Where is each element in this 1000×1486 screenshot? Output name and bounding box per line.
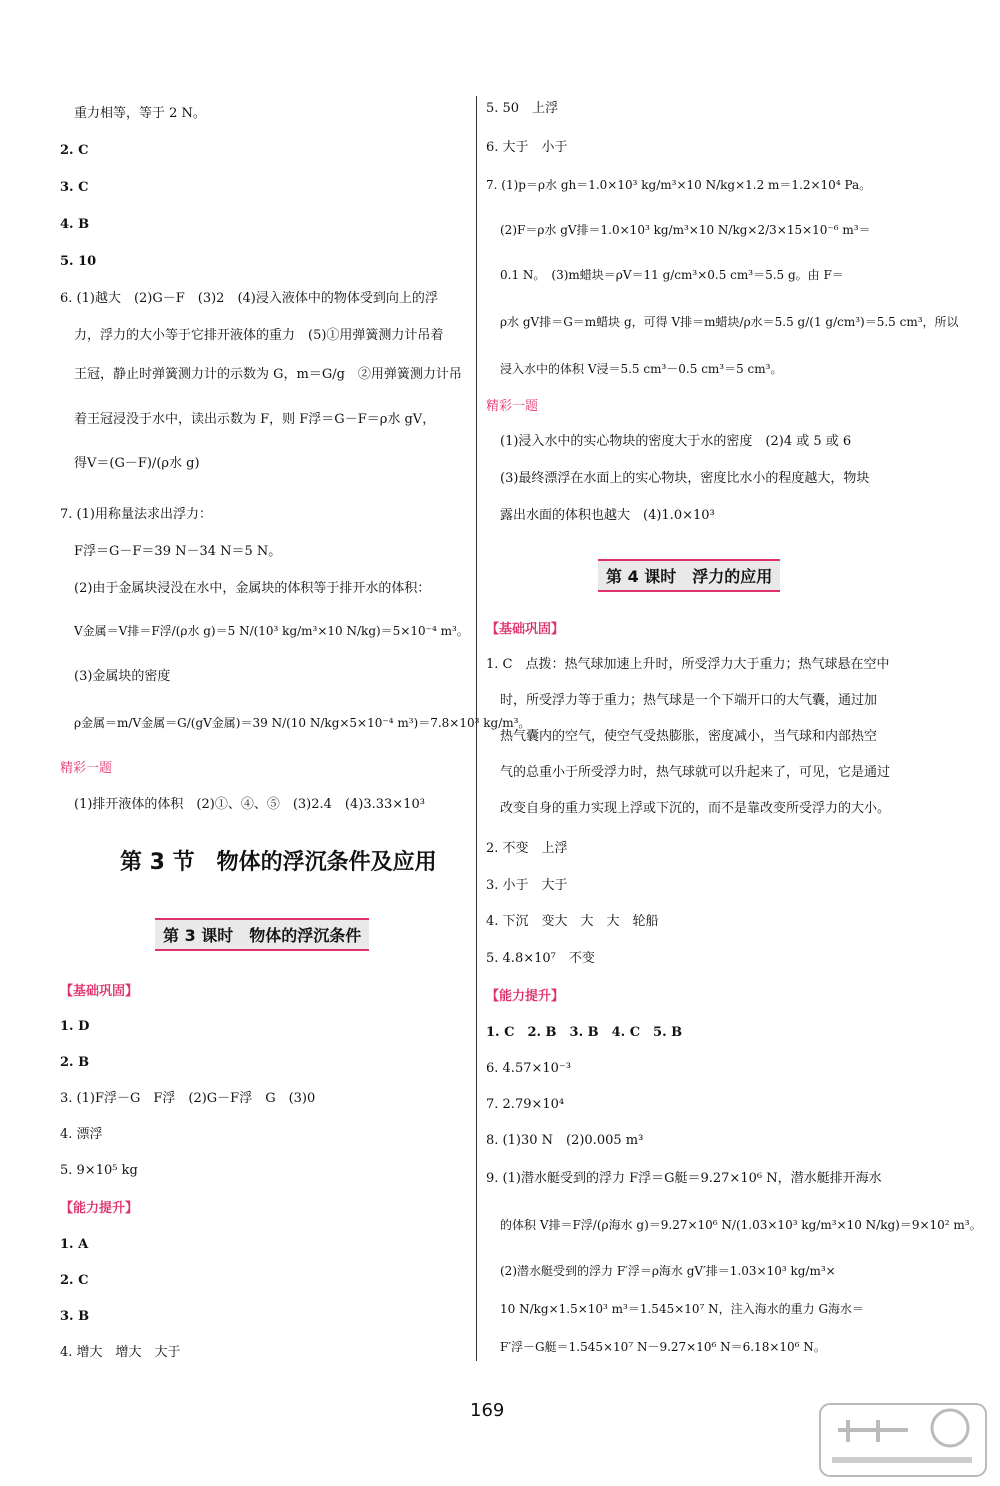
answer-line: 6. (1)越大 (2)G－F (3)2 (4)浸入液体中的物体受到向上的浮 bbox=[60, 291, 438, 306]
highlight-label: 精彩一题 bbox=[486, 399, 539, 414]
formula-line: ρ金属＝m/V金属＝G/(gV金属)＝39 N/(10 N/kg×5×10⁻⁴ m³)＝7.8×10³ kg/m³。 bbox=[74, 716, 531, 730]
answer-line: 2. C bbox=[60, 143, 89, 158]
text-line: 改变自身的重力实现上浮或下沉的，而不是靠改变所受浮力的大小。 bbox=[500, 801, 891, 816]
answer-line: 5. 50 上浮 bbox=[486, 101, 559, 116]
answer-line: 1. C 2. B 3. B 4. C 5. B bbox=[486, 1025, 683, 1040]
formula-line: 10 N/kg×1.5×10³ m³＝1.545×10⁷ N，注入海水的重力 G海水＝ bbox=[500, 1302, 865, 1316]
section-tag: 【能力提升】 bbox=[486, 989, 565, 1004]
formula-line: (2)F＝ρ水 gV排＝1.0×10³ kg/m³×10 N/kg×2/3×15×10⁻⁶ m³＝ bbox=[500, 223, 871, 237]
answer-line: 1. C 点拨：热气球加速上升时，所受浮力大于重力；热气球悬在空中 bbox=[486, 657, 890, 672]
answer-line: 7. (1)p＝ρ水 gh＝1.0×10³ kg/m³×10 N/kg×1.2 m＝1.2×10⁴ Pa。 bbox=[486, 178, 872, 192]
text-line: 时，所受浮力等于重力；热气球是一个下端开口的大气囊，通过加 bbox=[500, 693, 878, 708]
text-line: (1)排开液体的体积 (2)①、④、⑤ (3)2.4 (4)3.33×10³ bbox=[74, 797, 425, 812]
text-line: 热气囊内的空气，使空气受热膨胀，密度减小，当气球和内部热空 bbox=[500, 729, 878, 744]
answer-line: 6. 4.57×10⁻³ bbox=[486, 1061, 571, 1076]
answer-line: 1. A bbox=[60, 1237, 89, 1252]
text-line: (3)金属块的密度 bbox=[74, 669, 171, 684]
formula-line: 的体积 V排＝F浮/(ρ海水 g)＝9.27×10⁶ N/(1.03×10³ kg/m³×10 N/kg)＝9×10² m³。 bbox=[500, 1218, 982, 1232]
answer-line: 2. 不变 上浮 bbox=[486, 841, 568, 856]
watermark-logo bbox=[818, 1400, 988, 1480]
text-line: 着王冠浸没于水中，读出示数为 F，则 F浮＝G－F＝ρ水 gV， bbox=[74, 412, 436, 427]
text-line: 王冠，静止时弹簧测力计的示数为 G，m＝G/g ②用弹簧测力计吊 bbox=[74, 367, 462, 382]
text-line: 力，浮力的大小等于它排开液体的重力 (5)①用弹簧测力计吊着 bbox=[74, 328, 444, 343]
answer-line: 9. (1)潜水艇受到的浮力 F浮＝G艇＝9.27×10⁶ N，潜水艇排开海水 bbox=[486, 1171, 882, 1186]
text-line: 重力相等，等于 2 N。 bbox=[74, 106, 206, 121]
text-line: F浮＝G－F＝39 N－34 N＝5 N。 bbox=[74, 544, 282, 559]
highlight-label: 精彩一题 bbox=[60, 761, 113, 776]
answer-line: 5. 9×10⁵ kg bbox=[60, 1163, 138, 1178]
text-line: (2)由于金属块浸没在水中，金属块的体积等于排开水的体积： bbox=[74, 581, 431, 596]
answer-line: 7. 2.79×10⁴ bbox=[486, 1097, 565, 1112]
formula-line: 0.1 N。 (3)m蜡块＝ρV＝11 g/cm³×0.5 cm³＝5.5 g。由 F＝ bbox=[500, 268, 844, 282]
answer-line: 4. B bbox=[60, 217, 90, 232]
answer-line: 1. D bbox=[60, 1019, 90, 1034]
text-line: (1)浸入水中的实心物块的密度大于水的密度 (2)4 或 5 或 6 bbox=[500, 434, 852, 449]
answer-line: 8. (1)30 N (2)0.005 m³ bbox=[486, 1133, 644, 1148]
answer-line: 5. 10 bbox=[60, 254, 97, 269]
formula-line: ρ水 gV排＝G＝m蜡块 g，可得 V排＝m蜡块/ρ水＝5.5 g/(1 g/cm³)＝5.5 cm³，所以 bbox=[500, 315, 959, 329]
section-tag: 【基础巩固】 bbox=[60, 984, 139, 999]
formula-line: (2)潜水艇受到的浮力 F′浮＝ρ海水 gV′排＝1.03×10³ kg/m³× bbox=[500, 1264, 836, 1278]
answer-line: 3. C bbox=[60, 180, 89, 195]
lesson-title: 第 4 课时 浮力的应用 bbox=[598, 559, 780, 592]
page-number: 169 bbox=[470, 1400, 505, 1421]
text-line: (3)最终漂浮在水面上的实心物块，密度比水小的程度越大，物块 bbox=[500, 471, 870, 486]
answer-line: 5. 4.8×10⁷ 不变 bbox=[486, 951, 595, 966]
text-line: 露出水面的体积也越大 (4)1.0×10³ bbox=[500, 508, 715, 523]
section-tag: 【基础巩固】 bbox=[486, 622, 565, 637]
answer-line: 4. 漂浮 bbox=[60, 1127, 103, 1142]
section-tag: 【能力提升】 bbox=[60, 1201, 139, 1216]
text-line: 气的总重小于所受浮力时，热气球就可以升起来了，可见，它是通过 bbox=[500, 765, 891, 780]
answer-line: 4. 下沉 变大 大 大 轮船 bbox=[486, 914, 659, 929]
formula-line: V金属＝V排＝F浮/(ρ水 g)＝5 N/(10³ kg/m³×10 N/kg)＝5×10⁻⁴ m³。 bbox=[74, 624, 469, 638]
answer-line: 4. 增大 增大 大于 bbox=[60, 1345, 181, 1360]
answer-line: 3. 小于 大于 bbox=[486, 878, 568, 893]
lesson-title: 第 3 课时 物体的浮沉条件 bbox=[155, 918, 369, 951]
section-title: 第 3 节 物体的浮沉条件及应用 bbox=[120, 850, 437, 875]
answer-line: 3. B bbox=[60, 1309, 90, 1324]
answer-line: 7. (1)用称量法求出浮力： bbox=[60, 507, 212, 522]
answer-line: 2. B bbox=[60, 1055, 90, 1070]
text-line: 得V＝(G－F)/(ρ水 g) bbox=[74, 456, 200, 471]
answer-line: 3. (1)F浮－G F浮 (2)G－F浮 G (3)0 bbox=[60, 1091, 316, 1106]
answer-line: 2. C bbox=[60, 1273, 89, 1288]
formula-line: 浸入水中的体积 V浸＝5.5 cm³－0.5 cm³＝5 cm³。 bbox=[500, 362, 783, 376]
formula-line: F′浮－G艇＝1.545×10⁷ N－9.27×10⁶ N＝6.18×10⁶ N。 bbox=[500, 1340, 826, 1354]
answer-line: 6. 大于 小于 bbox=[486, 140, 568, 155]
